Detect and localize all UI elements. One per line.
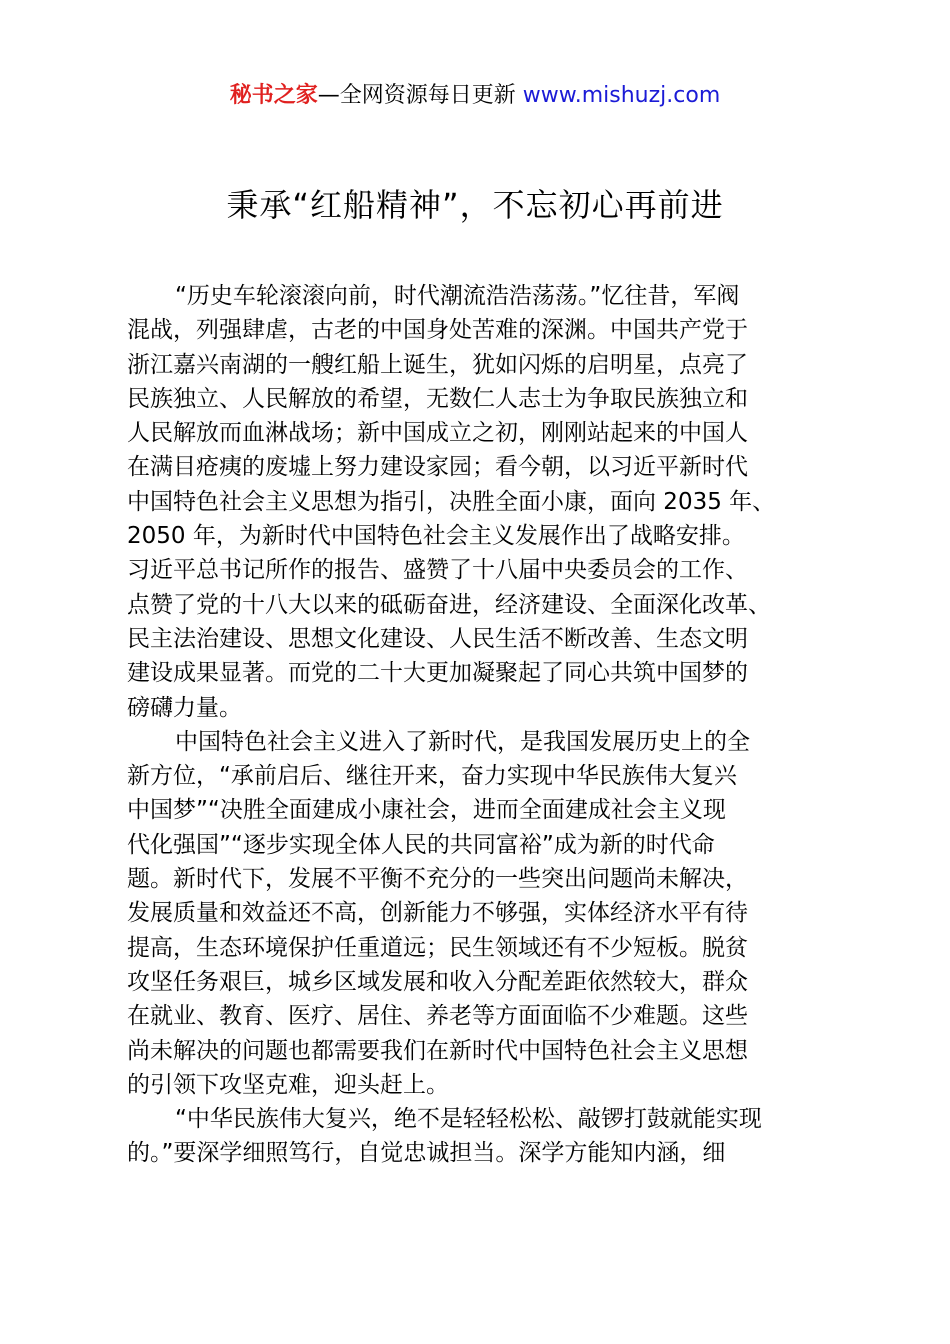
page-header (0, 80, 950, 112)
paragraph-1-line: 在满目疮痍的废墟上努力建设家园；看今朝，以习近平新时代 (127, 454, 748, 481)
paragraph-3-line: “中华民族伟大复兴，绝不是轻轻松松、敲锣打鼓就能实现 (175, 1106, 762, 1133)
paragraph-1-line: 点赞了党的十八大以来的砥砺奋进，经济建设、全面深化改革、 (127, 591, 771, 618)
paragraph-1-line: 习近平总书记所作的报告、盛赞了十八届中央委员会的工作、 (127, 557, 748, 584)
paragraph-2-line: 的引领下攻坚克难，迎头赶上。 (127, 1071, 449, 1098)
paragraph-1-line: 磅礴力量。 (127, 694, 242, 721)
header-url-link[interactable]: www.mishuzj.com (522, 83, 721, 108)
paragraph-1-line: 2050 年，为新时代中国特色社会主义发展作出了战略安排。 (127, 523, 745, 550)
paragraph-2-line: 中国梦”“决胜全面建成小康社会，进而全面建成社会主义现 (127, 797, 726, 824)
paragraph-2-line: 攻坚任务艰巨，城乡区域发展和收入分配差距依然较大，群众 (127, 968, 748, 995)
header-slogan: —全网资源每日更新 (317, 83, 516, 108)
paragraph-2-line: 题。新时代下，发展不平衡不充分的一些突出问题尚未解决， (127, 866, 748, 893)
header-brand: 秘书之家 (229, 83, 318, 108)
paragraph-2-line: 尚未解决的问题也都需要我们在新时代中国特色社会主义思想 (127, 1037, 748, 1064)
paragraph-1-line: 民族独立、人民解放的希望，无数仁人志士为争取民族独立和 (127, 385, 748, 412)
paragraph-1-line: 浙江嘉兴南湖的一艘红船上诞生，犹如闪烁的启明星，点亮了 (127, 351, 748, 378)
paragraph-1-line: 民主法治建设、思想文化建设、人民生活不断改善、生态文明 (127, 625, 748, 652)
paragraph-1-line: 人民解放而血淋战场；新中国成立之初，刚刚站起来的中国人 (127, 420, 748, 447)
paragraph-2-line: 发展质量和效益还不高，创新能力不够强，实体经济水平有待 (127, 900, 748, 927)
paragraph-1-line: 建设成果显著。而党的二十大更加凝聚起了同心共筑中国梦的 (127, 660, 748, 687)
paragraph-2-line: 新方位，“承前启后、继往开来，奋力实现中华民族伟大复兴 (127, 763, 737, 790)
paragraph-2-line: 提高，生态环境保护任重道远；民生领域还有不少短板。脱贫 (127, 934, 748, 961)
paragraph-1-line: 中国特色社会主义思想为指引，决胜全面小康，面向 2035 年、 (127, 488, 776, 515)
paragraph-2-line: 在就业、教育、医疗、居住、养老等方面面临不少难题。这些 (127, 1003, 748, 1030)
paragraph-2-line: 代化强国”“逐步实现全体人民的共同富裕”成为新的时代命 (127, 831, 715, 858)
document-body (127, 279, 839, 1171)
paragraph-1-line: 混战，列强肆虐，古老的中国身处苦难的深渊。中国共产党于 (127, 317, 748, 344)
paragraph-1-line: “历史车轮滚滚向前，时代潮流浩浩荡荡。”忆往昔，军阀 (175, 283, 740, 309)
document-title: 秉承“红船精神”，不忘初心再前进 (226, 186, 724, 224)
paragraph-3-line: 的。”要深学细照笃行，自觉忠诚担当。深学方能知内涵，细 (127, 1140, 726, 1167)
paragraph-2-line: 中国特色社会主义进入了新时代，是我国发展历史上的全 (175, 728, 750, 755)
